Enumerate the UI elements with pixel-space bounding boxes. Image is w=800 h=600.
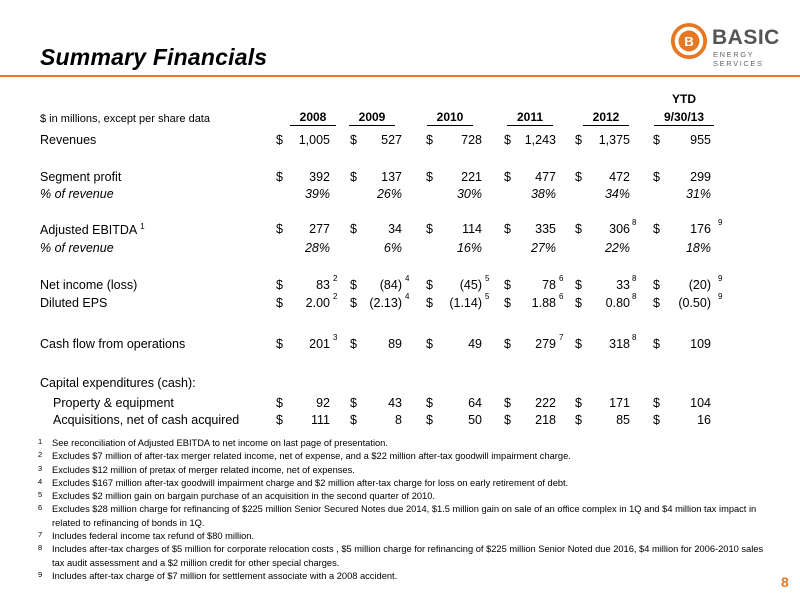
column-header: 2008 xyxy=(299,110,327,124)
currency-symbol: $ xyxy=(426,337,433,351)
footnote-text: Excludes $167 million after-tax goodwill impairment charge and $2 million after-tax charge for loss on early retirement of debt. xyxy=(52,477,569,488)
currency-symbol: $ xyxy=(575,337,582,351)
table-cell-value: 137 xyxy=(381,170,402,184)
page-number: 8 xyxy=(781,574,789,590)
currency-symbol: $ xyxy=(276,170,283,184)
currency-symbol: $ xyxy=(350,222,357,236)
table-cell-value: (2.13) xyxy=(369,296,402,310)
footnote-marker: 4 xyxy=(405,274,410,283)
table-cell-value: 306 xyxy=(609,222,630,236)
table-cell-value: 64 xyxy=(468,396,482,410)
footnote-number: 6 xyxy=(38,503,43,513)
currency-symbol: $ xyxy=(350,413,357,427)
table-cell-value: (0.50) xyxy=(678,296,711,310)
table-cell-value: 171 xyxy=(609,396,630,410)
title-divider xyxy=(0,75,800,77)
table-cell-value: 728 xyxy=(461,133,482,147)
logo-wordmark: BASIC xyxy=(712,26,780,49)
table-cell-value: (20) xyxy=(688,278,711,292)
currency-symbol: $ xyxy=(426,133,433,147)
row-label: % of revenue xyxy=(40,187,114,201)
column-header-underline xyxy=(349,125,395,126)
footnote-marker: 1 xyxy=(140,222,145,231)
units-note: $ in millions, except per share data xyxy=(40,113,210,125)
table-cell-value: 31% xyxy=(685,187,711,201)
row-label: Adjusted EBITDA $^1$ xyxy=(40,222,145,238)
table-cell-value: 955 xyxy=(690,133,711,147)
currency-symbol: $ xyxy=(504,396,511,410)
footnote-marker: 5 xyxy=(485,292,490,301)
company-logo xyxy=(670,20,790,68)
column-header-top: YTD xyxy=(672,92,696,106)
currency-symbol: $ xyxy=(350,337,357,351)
column-header: 9/30/13 xyxy=(663,110,705,124)
footnote-item xyxy=(38,477,778,490)
currency-symbol: $ xyxy=(504,222,511,236)
table-cell-value: 16 xyxy=(697,413,711,427)
table-cell-value: 43 xyxy=(388,396,402,410)
currency-symbol: $ xyxy=(350,396,357,410)
column-header-underline xyxy=(290,125,336,126)
table-cell-value: 39% xyxy=(304,187,330,201)
row-label: Diluted EPS xyxy=(40,296,108,310)
footnote-item xyxy=(38,490,778,503)
footnote-text: Excludes $7 million of after-tax merger related income, net of expense, and a $22 million after-tax goodwill impairment charge. xyxy=(52,451,571,462)
column-header-underline xyxy=(654,125,714,126)
currency-symbol: $ xyxy=(350,278,357,292)
currency-symbol: $ xyxy=(350,170,357,184)
footnote-item xyxy=(38,543,778,570)
table-cell-value: 26% xyxy=(376,187,402,201)
footnote-item xyxy=(38,570,778,583)
footnote-number: 2 xyxy=(38,450,43,460)
footnote-text: Excludes $12 million of pretax of merger related income, net of expenses. xyxy=(52,464,355,475)
table-cell-value: (45) xyxy=(459,278,482,292)
footnote-marker: 7 xyxy=(559,333,564,342)
currency-symbol: $ xyxy=(276,278,283,292)
row-label: Capital expenditures (cash): xyxy=(40,376,196,390)
footnote-item xyxy=(38,450,778,463)
currency-symbol: $ xyxy=(575,278,582,292)
column-header: 2011 xyxy=(516,110,544,124)
row-label: Property & equipment xyxy=(53,396,174,410)
currency-symbol: $ xyxy=(350,296,357,310)
currency-symbol: $ xyxy=(276,222,283,236)
page-title: Summary Financials xyxy=(40,44,268,70)
table-cell-value: 34% xyxy=(604,187,630,201)
footnote-marker: 8 xyxy=(632,218,637,227)
row-label: Segment profit xyxy=(40,170,122,184)
currency-symbol: $ xyxy=(504,337,511,351)
table-cell-value: 176 xyxy=(690,222,711,236)
table-cell-value: 34 xyxy=(388,222,402,236)
footnote-marker: 2 xyxy=(333,292,338,301)
currency-symbol: $ xyxy=(504,170,511,184)
currency-symbol: $ xyxy=(575,222,582,236)
table-cell-value: 30% xyxy=(456,187,482,201)
currency-symbol: $ xyxy=(504,133,511,147)
table-cell-value: 472 xyxy=(609,170,630,184)
basic-logo-icon xyxy=(670,22,708,60)
table-cell-value: 477 xyxy=(535,170,556,184)
footnote-marker: 3 xyxy=(333,333,338,342)
currency-symbol: $ xyxy=(276,396,283,410)
table-cell-value: 1.88 xyxy=(531,296,556,310)
footnote-item xyxy=(38,464,778,477)
table-cell-value: 201 xyxy=(309,337,330,351)
table-cell-value: 221 xyxy=(461,170,482,184)
currency-symbol: $ xyxy=(276,296,283,310)
footnote-marker: 8 xyxy=(632,333,637,342)
footnote-text: See reconciliation of Adjusted EBITDA to net income on last page of presentation. xyxy=(52,438,388,448)
table-cell-value: 22% xyxy=(604,241,630,255)
currency-symbol: $ xyxy=(504,278,511,292)
currency-symbol: $ xyxy=(504,296,511,310)
table-cell-value: 18% xyxy=(685,241,711,255)
row-label: Cash flow from operations xyxy=(40,337,186,351)
currency-symbol: $ xyxy=(426,296,433,310)
svg-text:B: B xyxy=(684,33,694,49)
table-cell-value: 114 xyxy=(462,222,482,236)
column-header-underline xyxy=(427,125,473,126)
currency-symbol: $ xyxy=(276,337,283,351)
table-cell-value: 299 xyxy=(690,170,711,184)
table-cell-value: 111 xyxy=(310,413,330,427)
table-cell-value: 277 xyxy=(309,222,330,236)
footnote-marker: 4 xyxy=(405,292,410,301)
table-cell-value: 2.00 xyxy=(305,296,330,310)
currency-symbol: $ xyxy=(426,278,433,292)
table-cell-value: 1,375 xyxy=(598,133,630,147)
table-cell-value: 104 xyxy=(690,396,711,410)
footnote-marker: 8 xyxy=(632,292,637,301)
currency-symbol: $ xyxy=(653,413,660,427)
footnote-text: Includes after-tax charge of $7 million for settlement associate with a 2008 accident. xyxy=(52,570,398,581)
currency-symbol: $ xyxy=(426,413,433,427)
table-cell-value: 33 xyxy=(616,278,630,292)
table-cell-value: 335 xyxy=(535,222,556,236)
column-header: 2009 xyxy=(358,110,386,124)
currency-symbol: $ xyxy=(653,133,660,147)
row-label: % of revenue xyxy=(40,241,114,255)
footnote-text: Includes federal income tax refund of $80 million. xyxy=(52,531,255,542)
currency-symbol: $ xyxy=(575,170,582,184)
table-cell-value: 85 xyxy=(616,413,630,427)
table-cell-value: 318 xyxy=(609,337,630,351)
column-header: 2010 xyxy=(436,110,464,124)
table-cell-value: 78 xyxy=(542,278,556,292)
table-cell-value: 38% xyxy=(530,187,556,201)
currency-symbol: $ xyxy=(653,296,660,310)
table-cell-value: 1,005 xyxy=(298,133,330,147)
table-cell-value: 8 xyxy=(395,413,402,427)
currency-symbol: $ xyxy=(653,337,660,351)
footnote-marker: 9 xyxy=(718,274,723,283)
table-cell-value: 83 xyxy=(316,278,330,292)
currency-symbol: $ xyxy=(276,133,283,147)
table-cell-value: (84) xyxy=(379,278,402,292)
table-cell-value: 27% xyxy=(530,241,556,255)
row-label: Net income (loss) xyxy=(40,278,138,292)
column-header-underline xyxy=(583,125,629,126)
table-cell-value: (1.14) xyxy=(449,296,482,310)
footnote-number: 5 xyxy=(38,490,43,500)
footnote-marker: 8 xyxy=(632,274,637,283)
table-cell-value: 49 xyxy=(468,337,482,351)
table-cell-value: 92 xyxy=(316,396,330,410)
currency-symbol: $ xyxy=(653,278,660,292)
table-cell-value: 222 xyxy=(535,396,556,410)
footnote-number: 4 xyxy=(38,476,43,486)
table-cell-value: 50 xyxy=(468,413,482,427)
table-cell-value: 16% xyxy=(456,241,482,255)
footnote-marker: 6 xyxy=(559,274,564,283)
currency-symbol: $ xyxy=(575,296,582,310)
currency-symbol: $ xyxy=(653,222,660,236)
currency-symbol: $ xyxy=(426,170,433,184)
footnote-item xyxy=(38,437,778,450)
table-cell-value: 28% xyxy=(304,241,330,255)
footnote-text: Excludes $28 million charge for refinancing of $225 million Senior Secured Notes due 2014, $1.5 million gain on sale of an office complex in 1Q and $4 million tax impact in related to refinancing of bonds in 1Q. xyxy=(52,504,757,528)
table-cell-value: 109 xyxy=(690,337,711,351)
footnote-number: 3 xyxy=(38,463,43,473)
footnote-number: 8 xyxy=(38,543,43,553)
column-header: 2012 xyxy=(592,110,620,124)
footnote-marker: 5 xyxy=(485,274,490,283)
footnote-marker: 6 xyxy=(559,292,564,301)
currency-symbol: $ xyxy=(575,133,582,147)
table-cell-value: 392 xyxy=(309,170,330,184)
footnote-number: 9 xyxy=(38,569,43,579)
currency-symbol: $ xyxy=(504,413,511,427)
currency-symbol: $ xyxy=(276,413,283,427)
footnote-marker: 9 xyxy=(718,292,723,301)
column-header-underline xyxy=(507,125,553,126)
currency-symbol: $ xyxy=(350,133,357,147)
table-cell-value: 0.80 xyxy=(605,296,630,310)
currency-symbol: $ xyxy=(426,396,433,410)
footnote-text: Excludes $2 million gain on bargain purchase of an acquisition in the second quarter of 2010. xyxy=(52,491,435,502)
footnote-marker: 2 xyxy=(333,274,338,283)
currency-symbol: $ xyxy=(653,170,660,184)
footnote-number: 1 xyxy=(38,437,43,446)
logo-tagline: ENERGY SERVICES xyxy=(713,50,764,68)
table-cell-value: 89 xyxy=(388,337,402,351)
footnote-marker: 9 xyxy=(718,218,723,227)
row-label: Revenues xyxy=(40,133,97,147)
table-cell-value: 527 xyxy=(381,133,402,147)
table-cell-value: 1,243 xyxy=(524,133,556,147)
currency-symbol: $ xyxy=(575,396,582,410)
table-cell-value: 279 xyxy=(535,337,556,351)
row-label: Acquisitions, net of cash acquired xyxy=(53,413,240,427)
footnote-item xyxy=(38,530,778,543)
footnotes xyxy=(38,437,778,583)
table-cell-value: 218 xyxy=(535,413,556,427)
currency-symbol: $ xyxy=(575,413,582,427)
currency-symbol: $ xyxy=(653,396,660,410)
table-cell-value: 6% xyxy=(383,241,402,255)
footnote-text: Includes after-tax charges of $5 million for corporate relocation costs , $5 million charge for refinancing of $225 million Senior Noted due 2016, $4 million for 2006-2010 sales tax audit assessment and a $2 million credit for other special charges. xyxy=(52,544,764,568)
footnote-item xyxy=(38,503,778,530)
footnote-number: 7 xyxy=(38,530,43,540)
currency-symbol: $ xyxy=(426,222,433,236)
